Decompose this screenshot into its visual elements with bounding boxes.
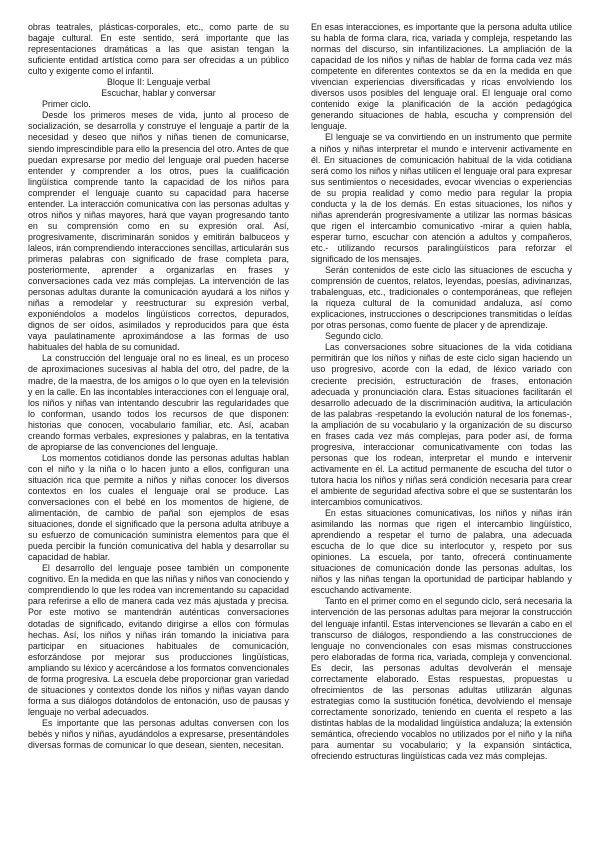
block-heading: Bloque II: Lenguaje verbal: [106, 77, 211, 88]
right-column: [311, 22, 572, 822]
cycle-heading-first: Primer ciclo.: [42, 99, 91, 110]
left-column: [28, 22, 289, 822]
cycle-heading-second: Segundo ciclo.: [325, 331, 384, 342]
paragraph-continued: En esas interacciones, es importante que la persona adulta utilice su habla de forma clara, rica, variada y compleja, respetando las normas del discurso, sin infantilizaciones. La ampliación de la capacidad de los niños y niñas de hablar de forma cada vez más competente en diferentes contextos se da en la medida en que vivencian experiencias diversificadas y ricas envolviendo los diversos usos posibles del lenguaje oral. El lenguaje oral como contenido exige la planificación de la acción pedagógica generando situaciones de habla, escucha y comprensión del lenguaje.: [311, 22, 572, 132]
paragraph: El lenguaje se va convirtiendo en un instrumento que permite a niños y niñas interpretar el mundo e intervenir activamente en él. En situaciones de comunicación habitual de la vida cotidiana será como los niños y niñas utilicen el lenguaje oral para expresar sus sentimientos o necesidades, evocar vivencias o experiencias de su propia realidad y como medio para regular la propia conducta y la de los demás. En estas situaciones, los niños y niñas aprenderán progresivamente a utilizar las normas básicas que rigen el intercambio comunicativo -mirar a quien habla, esperar turno, escuchar con atención a adultos y compañeros, etc.- utilizando recursos paralingüísticos para reforzar el significado de los mensajes.: [311, 132, 572, 264]
document-page: [28, 22, 572, 822]
paragraph: En estas situaciones comunicativas, los niños y niñas irán asimilando las normas que rigen el intercambio lingüístico, aprendiendo a respetar el turno de palabra, una adecuada escucha de lo que dice su interlocutor y, respeto por sus opiniones. La escuela, por tanto, ofrecerá continuamente situaciones de comunicación donde las personas adultas, los niños y las niñas tengan la oportunidad de participar hablando y escuchando activamente.: [311, 508, 572, 596]
paragraph: Desde los primeros meses de vida, junto al proceso de socialización, se desarrolla y construye el lenguaje a partir de la necesidad y deseo que niños y niñas tienen de comunicarse, siendo imprescindible para ello la presencia del otro. Antes de que puedan expresarse por medio del lenguaje oral pueden hacerse entender y comprender a los otros, pues la cualificación lingüística comprende tanto la capacidad de los niños para comprender el lenguaje cuanto su capacidad para hacerse entender. La interacción comunicativa con las personas adultas y otros niños y niñas mayores, hará que vayan progresando tanto en su comprensión como en su expresión oral. Así, progresivamente, discriminarán sonidos y emitirán balbuceos y laleos, irán comprendiendo interacciones sencillas, articularán sus primeras palabras con significado de frase completa para, posteriormente, aprender a organizarlas en frases y conversaciones cada vez más complejas. La intervención de las personas adultas durante la comunicación ayudará a los niños y niñas a remodelar y reestructurar su expresión verbal, exponiéndolos a modelos lingüísticos correctos, depurados, dignos de ser oídos, asimilados y reproducidos para que ésta vaya paulatinamente aproximándose a las formas de uso habituales del habla de su comunidad.: [28, 110, 289, 353]
paragraph: Serán contenidos de este ciclo las situaciones de escucha y comprensión de cuentos, relatos, leyendas, poesías, adivinanzas, trabalenguas, etc., tradicionales o contemporáneas, que reflejen la riqueza cultural de la comunidad andaluza, así como explicaciones, instrucciones o descripciones transmitidas o leídas por otras personas, como fuente de placer y de aprendizaje.: [311, 265, 572, 331]
paragraph: Es importante que las personas adultas conversen con los bebés y niños y niñas, ayudándolos a expresarse, presentándoles diversas formas de comunicar lo que desean, sienten, necesitan.: [28, 717, 289, 751]
paragraph: Las conversaciones sobre situaciones de la vida cotidiana permitirán que los niños y niñas de este ciclo sigan haciendo un uso progresivo, acorde con la edad, de léxico variado con creciente precisión, estructuración de frases, entonación adecuada y pronunciación clara. Estas situaciones facilitarán el desarrollo adecuado de la discriminación auditiva, la articulación de las palabras -respetando la evolución natural de los fonemas-, la ampliación de su vocabulario y la organización de su discurso en frases cada vez más complejas, para poder así, de forma progresiva, interaccionar comunicativamente con todas las personas que los rodean, interpretar el mundo e intervenir activamente en él. La actitud permanente de escucha del tutor o tutora hacia los niños y niñas será condición necesaria para crear el ambiente de seguridad afectiva sobre el que se sustentarán los intercambios comunicativos.: [311, 342, 572, 508]
paragraph: La construcción del lenguaje oral no es lineal, es un proceso de aproximaciones sucesivas al habla del otro, del padre, de la madre, de la maestra, de los amigos o lo que oyen en la televisión y en la calle. En las incontables interacciones con el lenguaje oral, los niños y niñas van intentando descubrir las regularidades que lo conforman, usando todos los recursos de que disponen: historias que conocen, vocabulario familiar, etc. Así, acaban creando formas verbales, expresiones y palabras, en la tentativa de apropiarse de las convenciones del lenguaje.: [28, 353, 289, 452]
intro-paragraph: obras teatrales, plásticas-corporales, etc., como parte de su bagaje cultural. En este sentido, será importante que las representaciones dramáticas a las que asistan tengan la suficiente entidad artística como para ser ofrecidas a un público culto y exigente como el infantil.: [28, 22, 289, 77]
paragraph: El desarrollo del lenguaje posee también un componente cognitivo. En la medida en que las niñas y niños van conociendo y comprendiendo lo que les rodea van incrementando su capacidad para referirse a ello de manera cada vez más ajustada y precisa. Por este motivo se mantendrán auténticas conversaciones dotadas de significado, evitando dirigirse a ellos con fórmulas hechas. Así, los niños y niñas irán tomando la iniciativa para participar en situaciones habituales de comunicación, esforzándose por mejorar sus producciones lingüísticas, ampliando su léxico y acercándose a los formatos convencionales de forma progresiva. La escuela debe proporcionar gran variedad de situaciones y contextos donde los niños y niñas vayan dando forma a sus diálogos dotándolos de entonación, uso de pausas y lenguaje no verbal adecuados.: [28, 563, 289, 717]
paragraph: Tanto en el primer como en el segundo ciclo, será necesaria la intervención de las personas adultas para mejorar la construcción del lenguaje infantil. Estas intervenciones se llevarán a cabo en el transcurso de diálogos, respondiendo a las construcciones de lenguaje no convencionales con esas mismas construcciones pero elaboradas de forma rica, variada, compleja y convencional. Es decir, las personas adultas devolverán el mensaje correctamente elaborado. Estas respuestas, propuestas u ofrecimientos de las personas adultas utilizarán algunas estrategias como la sustitución fonética, devolviendo el mensaje correctamente sonorizado, teniendo en cuenta el respeto a las distintas hablas de la modalidad lingüística andaluza; la extensión semántica, ofreciendo vocablos no utilizados por el niño y la niña para aumentar su vocabulario; y la expansión sintáctica, ofreciendo estructuras lingüísticas cada vez más complejas.: [311, 596, 572, 762]
block-subheading: Escuchar, hablar y conversar: [101, 88, 216, 99]
paragraph: Los momentos cotidianos donde las personas adultas hablan con el niño y la niña o lo hacen junto a ellos, configuran una situación rica que permite a niños y niñas conocer los diversos contextos en los cuales el lenguaje oral se produce. Las conversaciones con el bebé en los momentos de higiene, de alimentación, de cambio de pañal son ejemplos de esas situaciones, donde el significado que la persona adulta atribuye a su esfuerzo de comunicación suministra elementos para que él pueda percibir la función comunicativa del habla y desarrollar su capacidad de hablar.: [28, 452, 289, 563]
